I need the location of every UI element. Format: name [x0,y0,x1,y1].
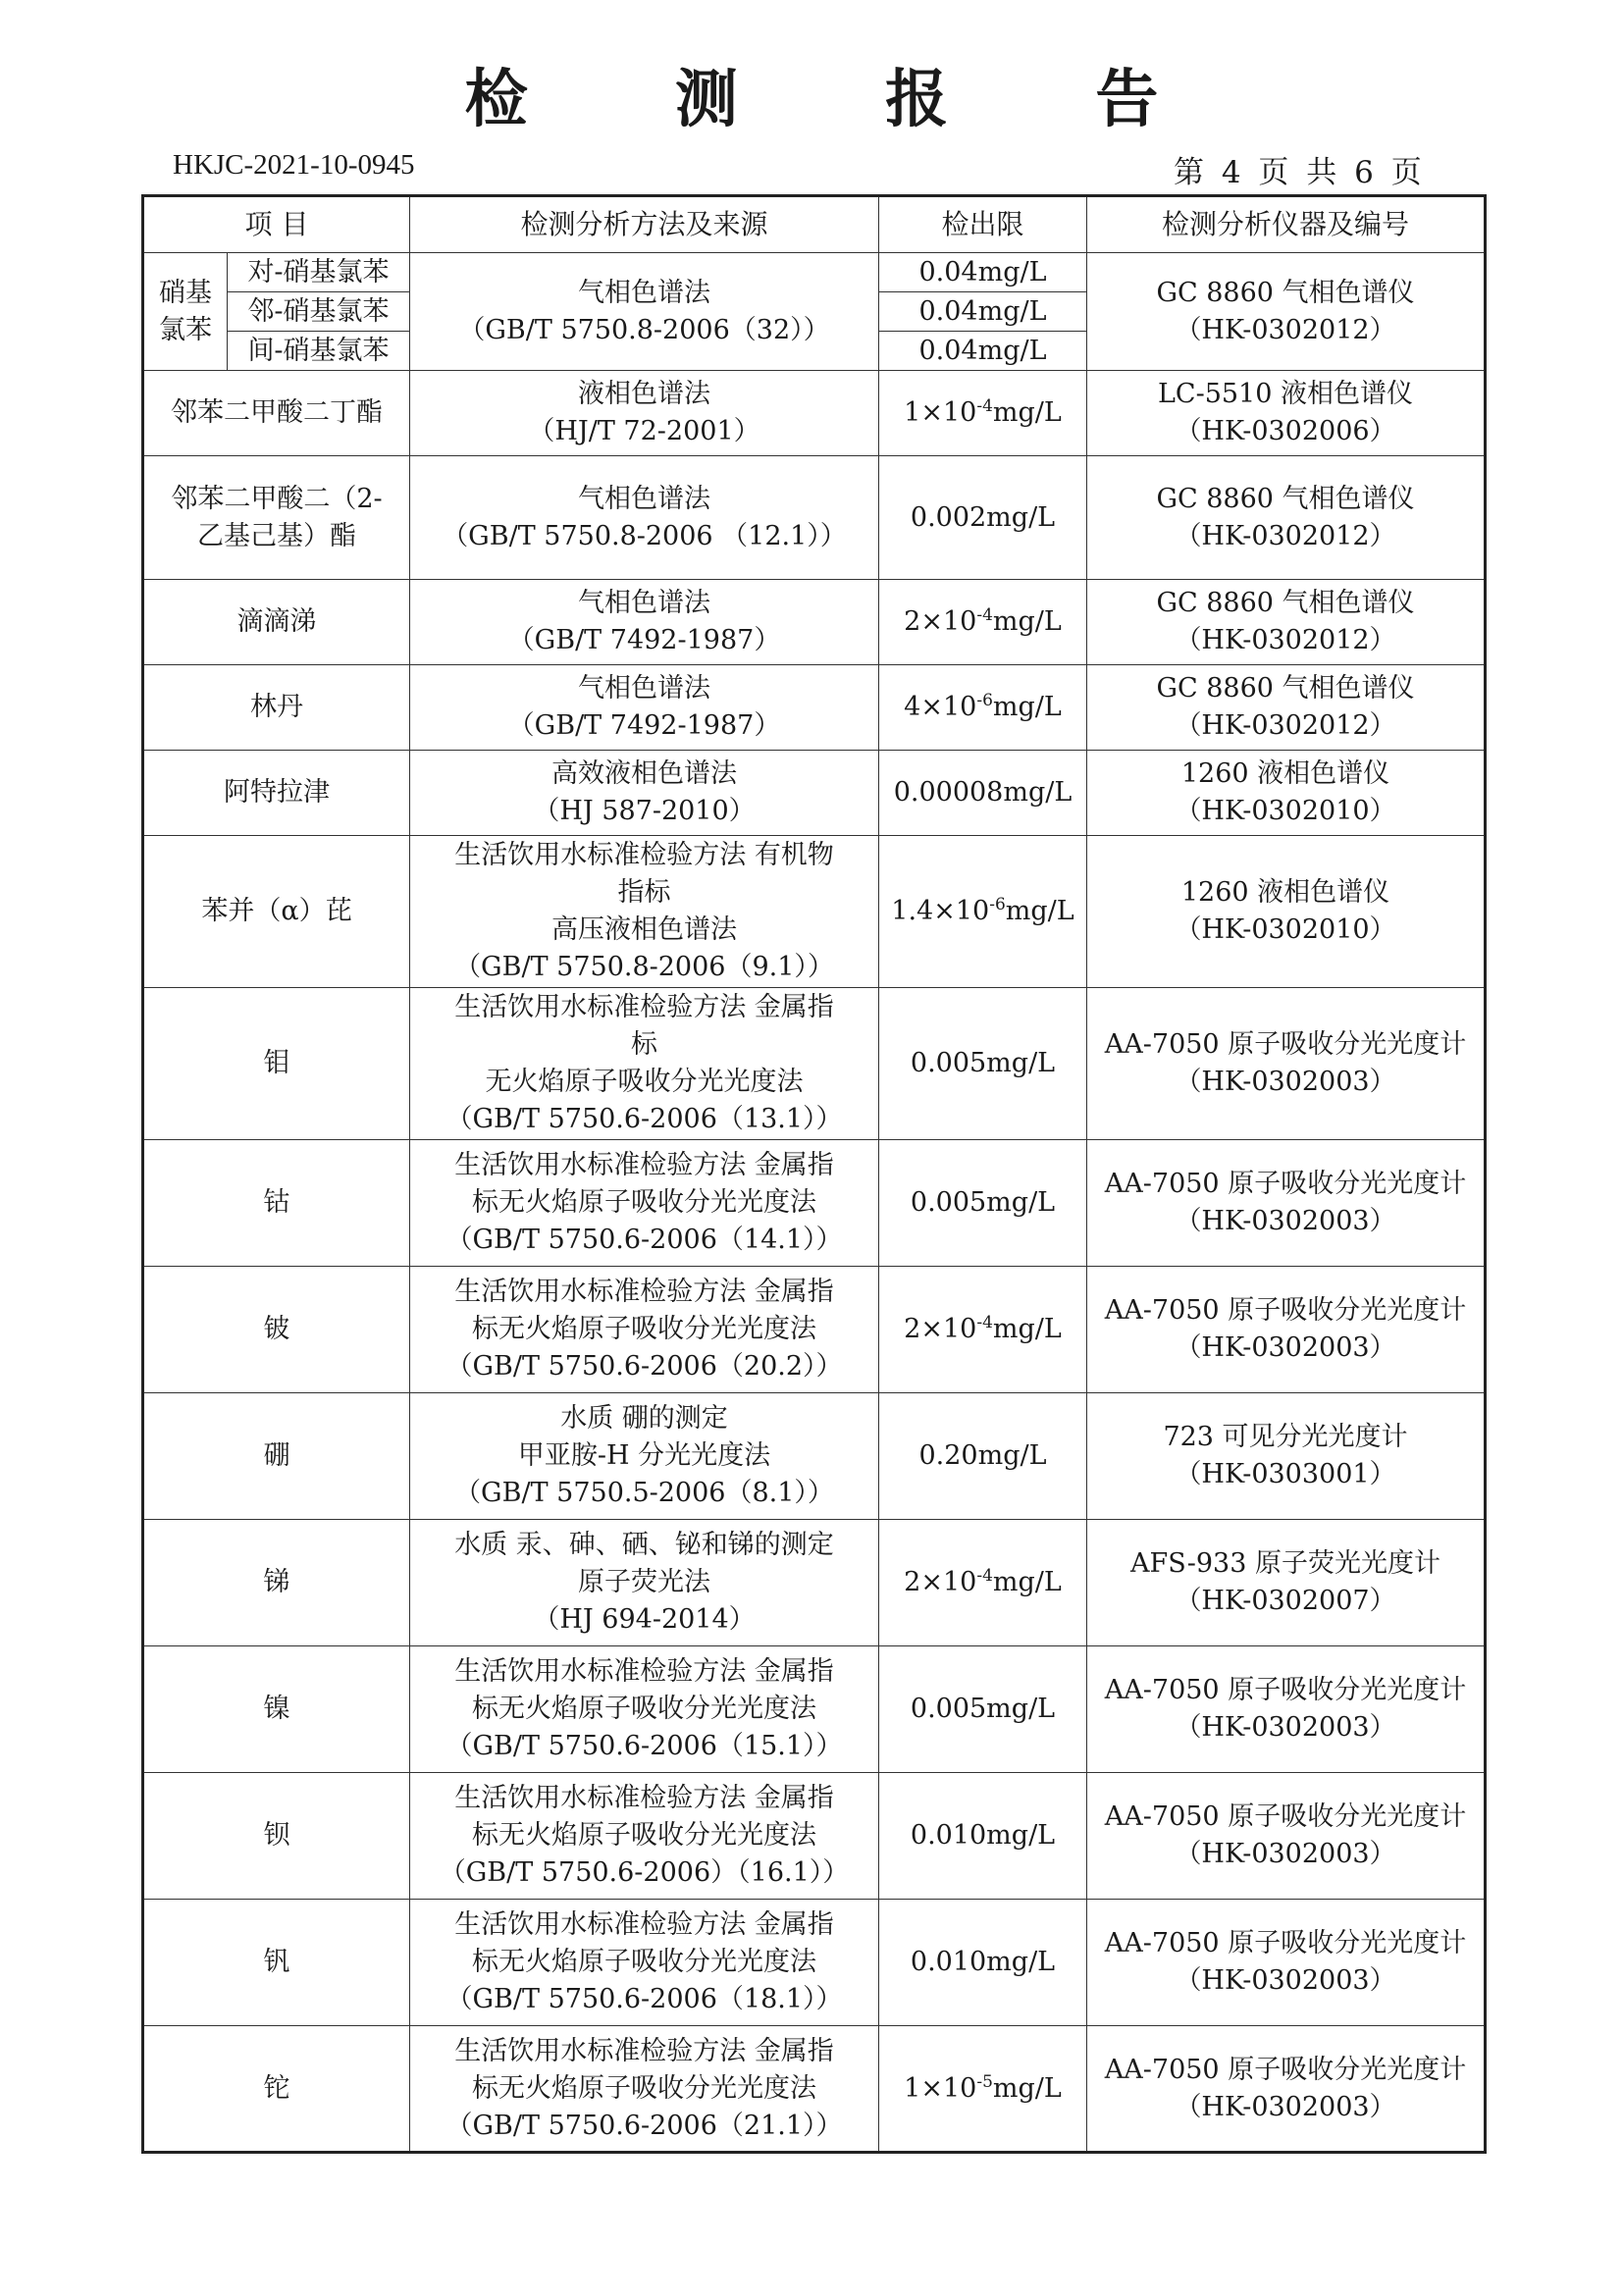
instrument-line: AA-7050 原子吸收分光光度计 [1104,2054,1467,2085]
method-line: 生活饮用水标准检验方法 金属指 [454,2035,834,2066]
limit-cell [879,1393,1087,1520]
limit-base: 2×10 [904,1567,977,1597]
method-line: 指标 [617,877,671,908]
method-line: 气相色谱法 [578,483,710,514]
group-limit: 0.04mg/L [879,292,1087,332]
limit-cell [879,1773,1087,1900]
group-limit: 0.04mg/L [879,332,1087,371]
limit-base: 0.20mg/L [918,1440,1047,1471]
limit-cell [879,1140,1087,1267]
report-title: 检 测 报 告 [464,64,1222,136]
limit-base: 1×10 [904,397,977,428]
method-line: 生活饮用水标准检验方法 有机物 [454,840,834,870]
method-line: 标无火焰原子吸收分光光度法 [472,1694,816,1724]
group-name-line: 硝基 [159,277,212,308]
item-line: 钴 [263,1187,290,1218]
table-row [143,580,1486,665]
item-cell [143,1267,410,1393]
instrument-cell [1087,456,1486,580]
item-cell [143,2026,410,2153]
table-row [143,456,1486,580]
method-line: （GB/T 5750.6-2006（13.1）） [445,1104,843,1134]
header-instrument: 检测分析仪器及编号 [1087,196,1486,253]
group-row [143,253,1486,292]
method-line: 液相色谱法 [578,379,710,409]
group-limit: 0.04mg/L [879,253,1087,292]
method-line: （GB/T 5750.6-2006（14.1）） [445,1225,843,1255]
limit-base: 4×10 [904,692,977,722]
item-cell [143,836,410,988]
instrument-line: AA-7050 原子吸收分光光度计 [1104,1029,1467,1060]
table-row [143,988,1486,1140]
method-line: （GB/T 5750.6-2006（18.1）） [445,1984,843,2014]
limit-unit: mg/L [1005,896,1074,926]
instrument-line: （HK-0302012） [1175,710,1396,741]
item-cell [143,456,410,580]
instrument-cell [1087,751,1486,836]
method-line: （GB/T 5750.6-2006（21.1）） [445,2110,843,2141]
instrument-line: （HK-0302012） [1175,625,1396,655]
instrument-line: 1260 液相色谱仪 [1180,877,1390,908]
instrument-line: （HK-0302003） [1175,1206,1396,1236]
instrument-cell [1087,580,1486,665]
limit-base: 0.010mg/L [910,1947,1056,1977]
item-line: 锑 [263,1567,290,1597]
item-line: 阿特拉津 [224,777,330,808]
instrument-line: （HK-0302003） [1175,1067,1396,1097]
instrument-line: AA-7050 原子吸收分光光度计 [1104,1295,1467,1326]
instrument-cell [1087,1773,1486,1900]
limit-base: 1×10 [904,2072,977,2104]
table-row [143,751,1486,836]
limit-cell [879,1520,1087,1646]
instrument-line: AFS-933 原子荧光光度计 [1130,1548,1440,1579]
method-line: （GB/T 5750.8-2006 （12.1）） [442,520,847,551]
item-line: 邻苯二甲酸二丁酯 [171,397,383,428]
method-line: （HJ 694-2014） [533,1604,756,1635]
method-line: 高压液相色谱法 [551,914,737,945]
instrument-line: （HK-0302010） [1175,914,1396,945]
instrument-cell [1087,371,1486,456]
method-line: 气相色谱法 [578,673,710,704]
instrument-line: （HK-0302003） [1175,1839,1396,1869]
method-cell [410,580,879,665]
instrument-line: （HK-0302007） [1175,1586,1396,1616]
limit-exponent: -6 [989,895,1006,914]
table-row [143,1900,1486,2026]
instrument-cell [1087,665,1486,751]
method-line: 生活饮用水标准检验方法 金属指 [454,992,834,1022]
instrument-line: GC 8860 气相色谱仪 [1156,588,1415,618]
item-line: 镍 [263,1694,290,1724]
instrument-line: （HK-0302012） [1175,520,1396,551]
method-line: （HJ 587-2010） [533,796,756,826]
method-line: 气相色谱法 [578,588,710,618]
instrument-cell [1087,1393,1486,1520]
instrument-line: 723 可见分光光度计 [1163,1422,1408,1452]
item-line: 滴滴涕 [236,606,317,637]
instrument-line: AA-7050 原子吸收分光光度计 [1104,1928,1467,1958]
header-row [143,196,1486,253]
method-line: 生活饮用水标准检验方法 金属指 [454,1909,834,1940]
limit-unit: mg/L [992,397,1062,428]
method-cell [410,988,879,1140]
group-method [410,253,879,371]
instrument-cell [1087,1900,1486,2026]
method-line: （HJ/T 72-2001） [528,416,760,446]
table-row [143,1520,1486,1646]
limit-cell [879,1267,1087,1393]
method-cell [410,2026,879,2153]
group-instrument [1087,253,1486,371]
instrument-line: AA-7050 原子吸收分光光度计 [1104,1801,1467,1832]
method-line: 标无火焰原子吸收分光光度法 [472,1314,816,1344]
method-line: 水质 汞、砷、硒、铋和锑的测定 [454,1530,834,1560]
table-row [143,371,1486,456]
method-line: 标无火焰原子吸收分光光度法 [472,1820,816,1851]
limit-exponent: -4 [976,605,993,625]
limit-cell [879,1900,1087,2026]
method-line: 生活饮用水标准检验方法 金属指 [454,1150,834,1180]
method-cell [410,665,879,751]
method-line: 原子荧光法 [578,1567,710,1597]
method-line: 生活饮用水标准检验方法 金属指 [454,1656,834,1687]
method-cell [410,1267,879,1393]
report-number: HKJC-2021-10-0945 [173,149,415,181]
instrument-line: GC 8860 气相色谱仪 [1156,673,1415,704]
limit-cell [879,580,1087,665]
method-line: 生活饮用水标准检验方法 金属指 [454,1277,834,1307]
method-line: 标 [631,1029,657,1060]
limit-exponent: -4 [976,1313,993,1332]
item-cell [143,580,410,665]
limit-unit: mg/L [992,2072,1062,2104]
table-row [143,1393,1486,1520]
instrument-line: （HK-0302010） [1175,796,1396,826]
instrument-line: （HK-0302012） [1175,314,1396,345]
instrument-line: （HK-0303001） [1175,1459,1396,1489]
limit-base: 0.005mg/L [910,1187,1056,1218]
limit-base: 2×10 [904,1314,977,1344]
method-line: 生活饮用水标准检验方法 金属指 [454,1783,834,1813]
method-cell [410,836,879,988]
item-cell [143,371,410,456]
header-method: 检测分析方法及来源 [410,196,879,253]
instrument-cell [1087,1520,1486,1646]
method-line: 无火焰原子吸收分光光度法 [485,1067,804,1097]
limit-cell [879,371,1087,456]
limit-exponent: -6 [976,691,993,710]
table-row [143,2026,1486,2153]
item-cell [143,1393,410,1520]
method-cell [410,371,879,456]
item-line: 硼 [263,1440,290,1471]
group-name [143,253,228,371]
instrument-line: （HK-0302003） [1175,2091,1396,2122]
instrument-line: （HK-0302006） [1175,416,1396,446]
limit-base: 1.4×10 [891,896,990,926]
method-cell [410,1773,879,1900]
limit-unit: mg/L [992,1567,1062,1597]
limit-cell [879,836,1087,988]
header-limit: 检出限 [879,196,1087,253]
method-line: （GB/T 5750.5-2006（8.1）） [454,1478,834,1508]
group-name-line: 氯苯 [159,314,212,345]
method-line: （GB/T 5750.8-2006（32）） [458,314,830,345]
item-line: 钒 [263,1947,290,1977]
group-sub-item: 邻-硝基氯苯 [228,292,410,332]
method-line: 高效液相色谱法 [551,758,737,789]
item-cell [143,665,410,751]
limit-exponent: -5 [976,2071,993,2092]
item-line: 乙基己基）酯 [197,520,356,551]
item-line: 林丹 [250,692,303,722]
method-line: （GB/T 5750.8-2006（9.1）） [454,952,834,982]
limit-cell [879,2026,1087,2153]
limit-exponent: -4 [976,396,993,416]
method-cell [410,751,879,836]
item-cell [143,1773,410,1900]
method-cell [410,456,879,580]
group-sub-item: 对-硝基氯苯 [228,253,410,292]
item-cell [143,1646,410,1773]
method-line: 甲亚胺-H 分光光度法 [517,1440,771,1471]
item-line: 铊 [263,2072,290,2104]
method-line: 标无火焰原子吸收分光光度法 [472,1187,816,1218]
instrument-cell [1087,988,1486,1140]
instrument-cell [1087,836,1486,988]
limit-cell [879,988,1087,1140]
instrument-cell [1087,1140,1486,1267]
limit-cell [879,665,1087,751]
instrument-line: GC 8860 气相色谱仪 [1156,277,1415,308]
limit-base: 0.00008mg/L [893,777,1073,808]
limit-cell [879,456,1087,580]
method-line: 标无火焰原子吸收分光光度法 [472,2072,816,2104]
item-cell [143,1140,410,1267]
instrument-line: 1260 液相色谱仪 [1180,758,1390,789]
limit-unit: mg/L [992,692,1062,722]
limit-cell [879,751,1087,836]
limit-exponent: -4 [976,1566,993,1586]
instrument-line: （HK-0302003） [1175,1712,1396,1743]
instrument-line: （HK-0302003） [1175,1965,1396,1996]
limit-base: 2×10 [904,606,977,637]
method-line: （GB/T 7492-1987） [507,710,781,741]
method-line: 水质 硼的测定 [560,1403,728,1434]
instrument-cell [1087,1646,1486,1773]
limit-base: 0.010mg/L [910,1820,1056,1851]
table-row [143,1140,1486,1267]
item-line: 邻苯二甲酸二（2- [171,483,383,514]
limit-unit: mg/L [992,606,1062,637]
method-line: 气相色谱法 [578,277,710,308]
table-row [143,1646,1486,1773]
limit-cell [879,1646,1087,1773]
item-cell [143,1900,410,2026]
method-line: （GB/T 5750.6-2006（20.2）） [445,1351,843,1382]
instrument-line: GC 8860 气相色谱仪 [1156,483,1415,514]
item-line: 铍 [263,1314,290,1344]
group-sub-item: 间-硝基氯苯 [228,332,410,371]
table-row [143,836,1486,988]
method-cell [410,1646,879,1773]
method-line: 标无火焰原子吸收分光光度法 [472,1947,816,1977]
limit-unit: mg/L [992,1314,1062,1344]
instrument-line: AA-7050 原子吸收分光光度计 [1104,1675,1467,1705]
instrument-line: LC-5510 液相色谱仪 [1157,379,1413,409]
method-cell [410,1140,879,1267]
method-cell [410,1900,879,2026]
table-row [143,1773,1486,1900]
instrument-line: AA-7050 原子吸收分光光度计 [1104,1169,1467,1199]
method-cell [410,1520,879,1646]
instrument-cell [1087,2026,1486,2153]
item-line: 钡 [263,1820,290,1851]
limit-base: 0.005mg/L [910,1694,1056,1724]
header-item: 项 目 [143,196,410,253]
instrument-cell [1087,1267,1486,1393]
method-line: （GB/T 7492-1987） [507,625,781,655]
table-row [143,1267,1486,1393]
results-table [141,194,1487,2154]
method-line: （GB/T 5750.6-2006（15.1）） [445,1731,843,1761]
item-cell [143,988,410,1140]
item-line: 苯并（α）芘 [201,896,352,926]
table-row [143,665,1486,751]
item-cell [143,1520,410,1646]
page-indicator: 第 4 页 共 6 页 [1174,155,1422,190]
limit-base: 0.005mg/L [910,1048,1056,1078]
item-line: 钼 [263,1048,290,1078]
item-cell [143,751,410,836]
method-cell [410,1393,879,1520]
method-line: （GB/T 5750.6-2006）（16.1）） [439,1857,850,1888]
instrument-line: （HK-0302003） [1175,1332,1396,1363]
limit-base: 0.002mg/L [910,501,1056,533]
